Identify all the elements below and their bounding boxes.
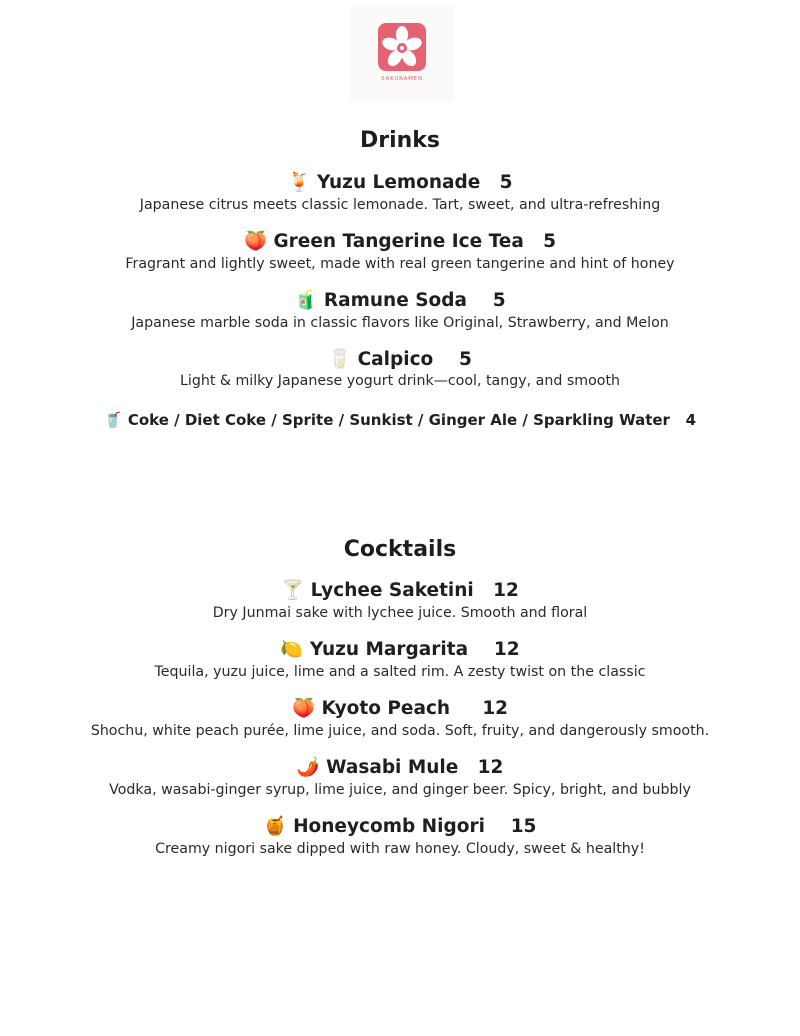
menu-item-description: Shochu, white peach purée, lime juice, and soda. Soft, fruity, and dangerously smooth.: [90, 723, 710, 739]
menu-item-name: 🧃 Ramune Soda 5: [294, 290, 506, 311]
menu-item-description: Dry Junmai sake with lychee juice. Smooth and floral: [212, 605, 588, 621]
menu-item-price: 5: [492, 290, 506, 311]
logo-text: SAKURAMEN: [381, 76, 423, 82]
menu-item-name: 🌶️ Wasabi Mule 12: [296, 757, 504, 778]
cup-with-straw-icon: 🥤: [103, 411, 123, 429]
honey-pot-icon: 🍯: [263, 816, 287, 837]
menu-item-description: Fragrant and lightly sweet, made with real green tangerine and hint of honey: [125, 256, 675, 272]
milk-glass-icon: 🥛: [328, 349, 352, 370]
menu-item-price: 12: [493, 639, 520, 660]
drinks-title: Drinks: [359, 128, 441, 153]
sakuramen-logo: [350, 6, 454, 102]
menu-item-name: 🍑 Kyoto Peach 12: [291, 698, 509, 719]
chili-pepper-icon: 🌶️: [296, 757, 320, 778]
menu-item-name: 🥛 Calpico 5: [328, 349, 472, 370]
tropical-drink-icon: 🍹: [287, 172, 311, 193]
menu-item-name: 🍑 Green Tangerine Ice Tea 5: [243, 231, 557, 252]
menu-item-price: 5: [543, 231, 557, 252]
menu-item-name: 🍋 Yuzu Margarita 12: [280, 639, 520, 660]
menu-item-price: 4: [685, 411, 697, 429]
peach-icon: 🍑: [243, 231, 268, 252]
menu-item-description: Light & milky Japanese yogurt drink—cool, tangy, and smooth: [179, 373, 620, 389]
cocktail-glass-icon: 🍸: [281, 580, 305, 601]
menu-item-description: Tequila, yuzu juice, lime and a salted rim. A zesty twist on the classic: [154, 664, 646, 680]
beverage-box-icon: 🧃: [294, 290, 318, 311]
menu-item-description: Creamy nigori sake dipped with raw honey. Cloudy, sweet & healthy!: [155, 841, 645, 857]
menu-item-price: 5: [499, 172, 513, 193]
peach-icon: 🍑: [291, 698, 315, 719]
menu-item-description: Japanese marble soda in classic flavors like Original, Strawberry, and Melon: [131, 315, 669, 331]
cherry-blossom-icon: [378, 23, 426, 71]
menu-item-name: 🥤 Coke / Diet Coke / Sprite / Sunkist / Ginger Ale / Sparkling Water 4: [103, 411, 697, 429]
menu-item-description: Japanese citrus meets classic lemonade. Tart, sweet, and ultra-refreshing: [139, 197, 661, 213]
menu-item-price: 12: [493, 580, 519, 601]
menu-item-price: 15: [510, 816, 537, 837]
menu-item-price: 12: [482, 698, 509, 719]
menu-item-description: Vodka, wasabi-ginger syrup, lime juice, and ginger beer. Spicy, bright, and bubbly: [109, 782, 691, 798]
menu-item-name: 🍸 Lychee Saketini 12: [281, 580, 519, 601]
cocktails-title: Cocktails: [343, 537, 457, 562]
menu-item-name: 🍹 Yuzu Lemonade 5: [287, 172, 513, 193]
menu-item-name: 🍯 Honeycomb Nigori 15: [263, 816, 537, 837]
menu-item-price: 5: [459, 349, 472, 370]
lemon-icon: 🍋: [280, 639, 304, 660]
menu-item-price: 12: [477, 757, 504, 778]
